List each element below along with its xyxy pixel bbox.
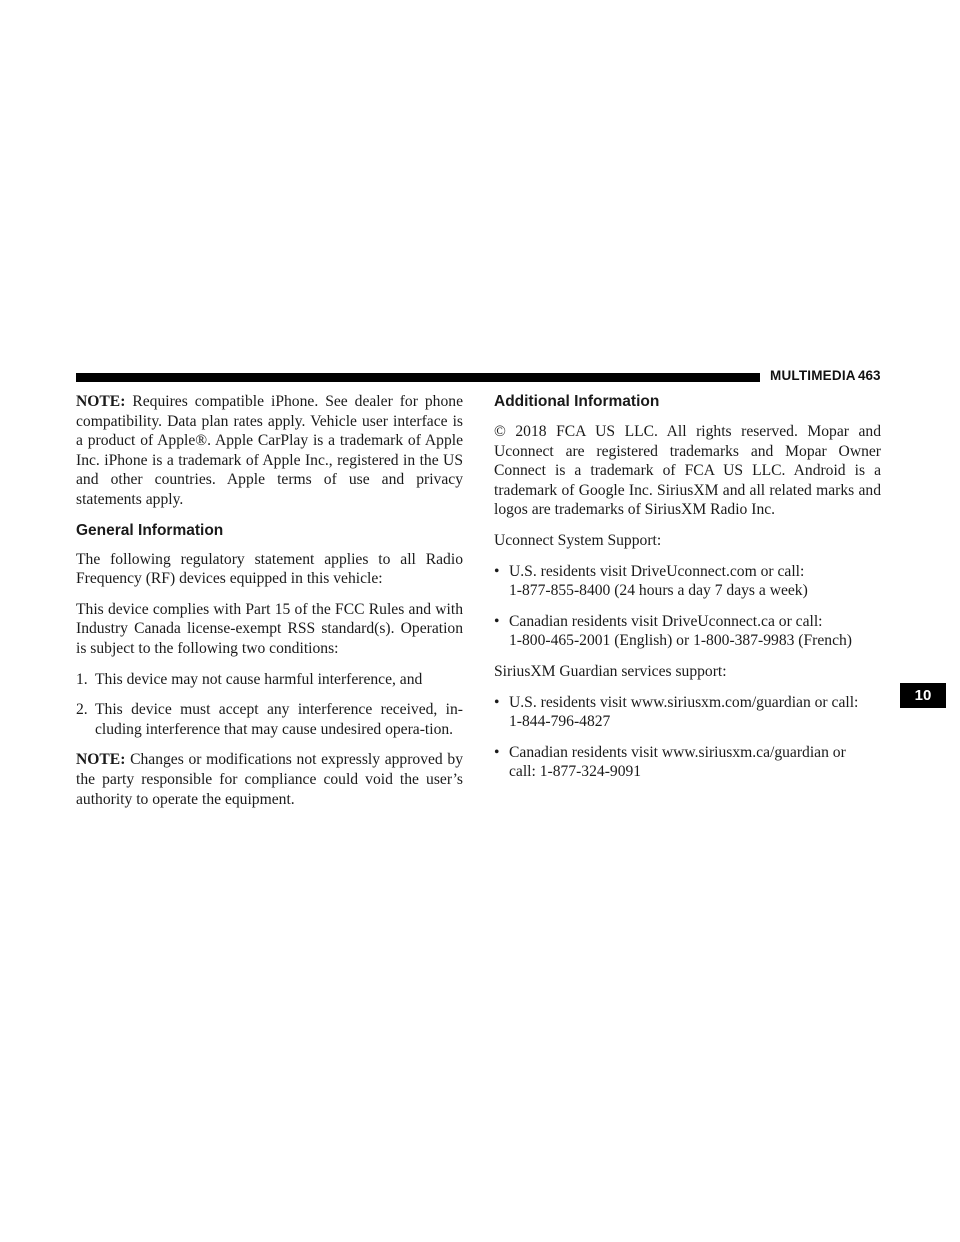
bullet-icon: •: [494, 743, 500, 761]
note-label: NOTE:: [76, 393, 126, 410]
chapter-tab: 10: [900, 683, 946, 708]
list-item: [494, 743, 881, 782]
uconnect-support-label: Uconnect System Support:: [494, 531, 662, 549]
note-text: Requires compatible iPhone. See dealer for phone compatibility. Data plan rates apply. Vehicle user interface is a product of Apple®. Apple CarPlay is a trademark of Apple Inc. iPhone is a trademark of Apple Inc., registered in the US and other countries. Apple terms of use and privacy statements apply.: [76, 393, 463, 508]
bullet-icon: •: [494, 612, 500, 630]
condition-text: This device must accept any interference received, in-cluding interference that may cause undesired opera-tion.: [95, 701, 463, 738]
list-item-line: Canadian residents visit DriveUconnect.ca or call:: [509, 612, 823, 630]
fcc-compliance-paragraph: This device complies with Part 15 of the FCC Rules and with Industry Canada license-exempt RSS standard(s). Operation is subject to the following two conditions:: [76, 600, 463, 657]
list-item-line: 1-877-855-8400 (24 hours a day 7 days a week): [509, 582, 808, 600]
section-title: MULTIMEDIA: [770, 368, 856, 383]
additional-information-heading: Additional Information: [494, 393, 660, 410]
list-item-line: Canadian residents visit www.siriusxm.ca/guardian or: [509, 743, 846, 761]
list-item-line: call: 1-877-324-9091: [509, 763, 642, 781]
regulatory-intro: The following regulatory statement applies to all Radio Frequency (RF) devices equipped in this vehicle:: [76, 550, 463, 588]
bullet-icon: •: [494, 693, 500, 711]
note-paragraph: [76, 750, 463, 809]
list-item: [494, 562, 881, 601]
general-information-heading: General Information: [76, 521, 224, 539]
guardian-support-label: SiriusXM Guardian services support:: [494, 662, 727, 680]
list-item-line: 1-800-465-2001 (English) or 1-800-387-9983 (French): [509, 632, 852, 650]
list-item-line: 1-844-796-4827: [509, 713, 611, 731]
list-item: [494, 693, 881, 732]
condition-item: [76, 670, 463, 690]
note-paragraph: [76, 392, 463, 510]
copyright-paragraph: © 2018 FCA US LLC. All rights reserved. Mopar and Uconnect are registered trademarks and Mopar Owner Connect is a trademark of FCA US LLC. Android is a trademark of Google Inc. SiriusXM and all related marks and logos are trademarks of SiriusXM Radio Inc.: [494, 423, 881, 519]
condition-item: [76, 700, 463, 739]
list-item-line: U.S. residents visit www.siriusxm.com/guardian or call:: [509, 693, 859, 711]
condition-number: 1.: [76, 670, 88, 688]
header-rule: [76, 373, 760, 382]
list-item: [494, 612, 881, 651]
condition-text: This device may not cause harmful interference, and: [95, 670, 423, 688]
list-item-line: U.S. residents visit DriveUconnect.com or call:: [509, 562, 805, 580]
condition-number: 2.: [76, 701, 88, 719]
page-number: 463: [858, 368, 881, 383]
left-column: [76, 392, 463, 820]
bullet-icon: •: [494, 562, 500, 580]
right-column: [494, 392, 881, 793]
note-text: Changes or modifications not expressly approved by the party responsible for compliance could void the user’s authority to operate the equipment.: [76, 751, 463, 808]
note-label: NOTE:: [76, 751, 126, 769]
